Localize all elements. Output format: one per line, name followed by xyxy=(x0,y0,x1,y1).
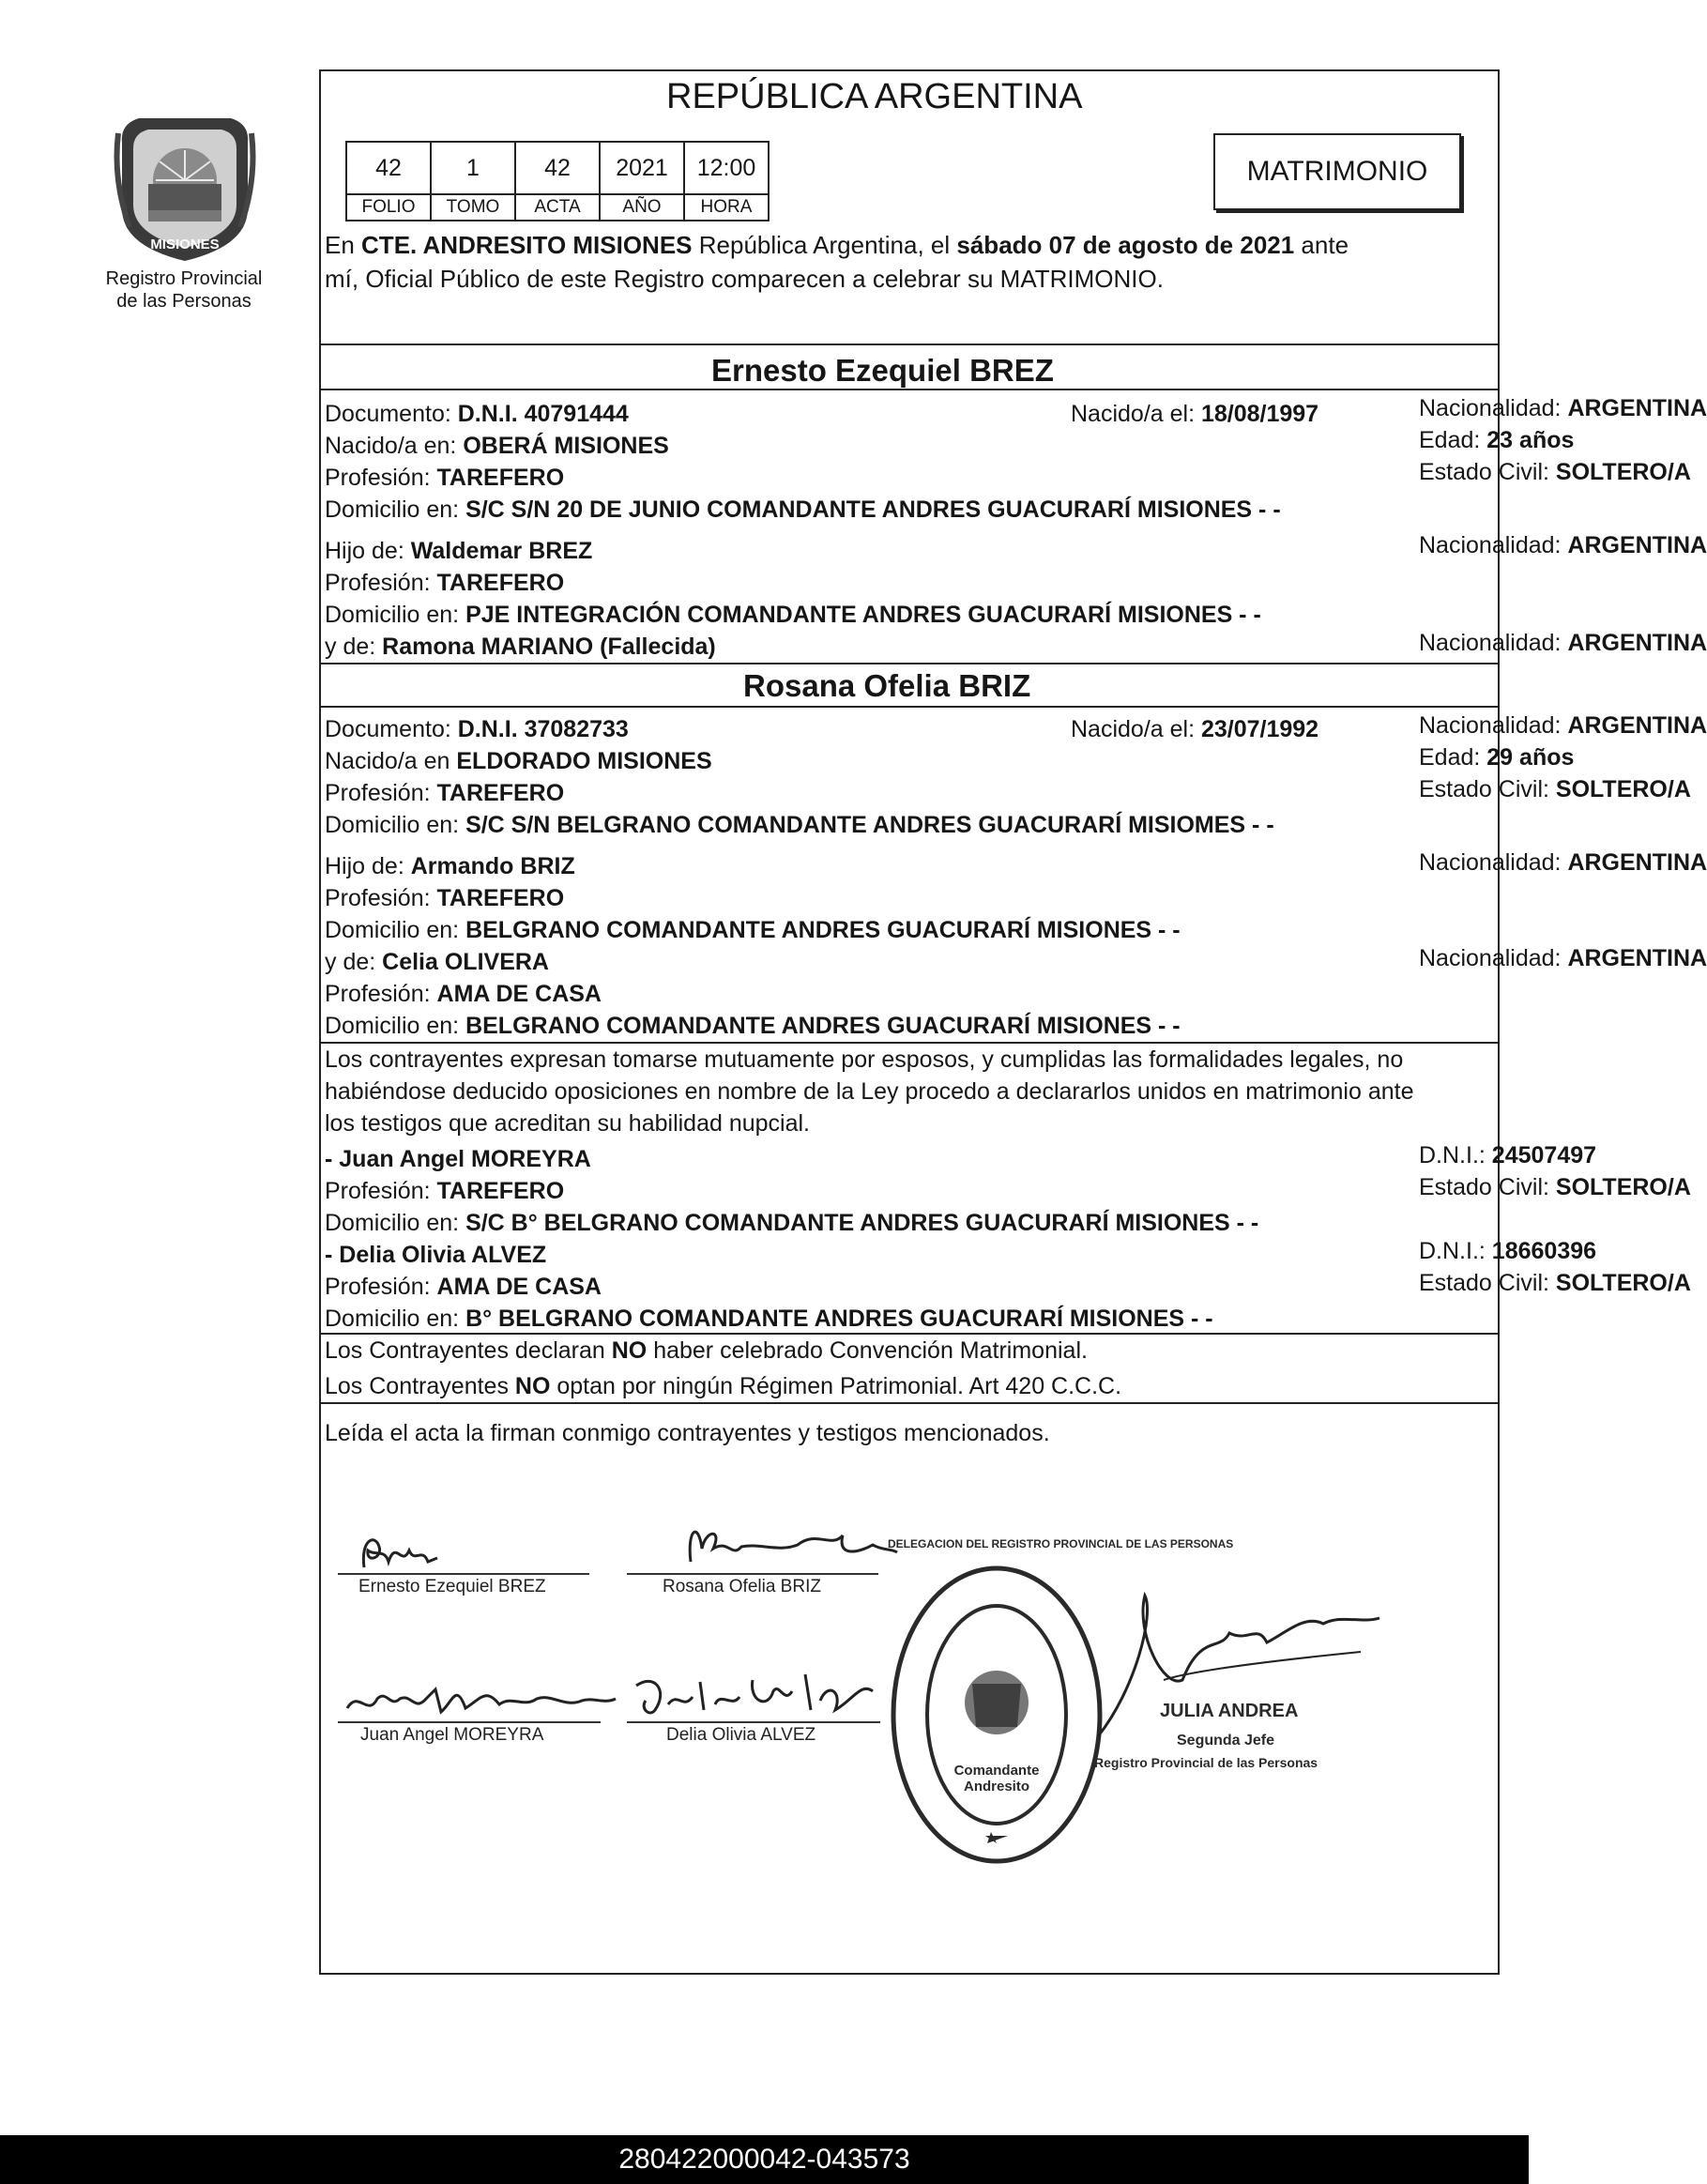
label: Profesión: xyxy=(325,981,437,1007)
witness2-address: B° BELGRANO COMANDANTE ANDRES GUACURARÍ MISIONES - - xyxy=(465,1306,1213,1332)
spouse2-address: S/C S/N BELGRANO COMANDANTE ANDRES GUACURARÍ MISIOMES - - xyxy=(465,812,1274,838)
label: Profesión: xyxy=(325,465,437,491)
intro-line2: mí, Oficial Público de este Registro comparecen a celebrar su MATRIMONIO. xyxy=(325,265,1164,293)
spouse1-address: S/C S/N 20 DE JUNIO COMANDANTE ANDRES GUACURARÍ MISIONES - - xyxy=(465,496,1281,523)
label: Hijo de: xyxy=(325,538,411,564)
spouse1-nationality: ARGENTINA xyxy=(1567,395,1707,421)
label: Domicilio en: xyxy=(325,1306,466,1332)
spouse1-father: Waldemar BREZ xyxy=(410,538,593,564)
spouse2-mother-nationality: ARGENTINA xyxy=(1567,945,1707,971)
label: Hijo de: xyxy=(325,853,411,879)
note-text: optan por ningún Régimen Patrimonial. Art 420 C.C.C. xyxy=(550,1373,1122,1399)
divider xyxy=(321,1042,1498,1044)
spouse1-birthdate: 18/08/1997 xyxy=(1200,401,1319,427)
official-title: Segunda Jefe xyxy=(1177,1733,1275,1749)
label: Domicilio en: xyxy=(325,812,466,838)
spouse1-father-profession-row xyxy=(325,569,1503,597)
logo-caption-line1: Registro Provincial xyxy=(105,268,263,289)
witness2-dni: 18660396 xyxy=(1491,1238,1597,1264)
signature-alvez xyxy=(627,1663,880,1729)
spouse2-mother-profession: AMA DE CASA xyxy=(436,981,602,1007)
intro-text-a: En xyxy=(325,231,362,259)
official-name: JULIA ANDREA xyxy=(1160,1701,1299,1721)
spouse2-name: Rosana Ofelia BRIZ xyxy=(743,668,1031,703)
label: Nacido/a en xyxy=(325,748,457,774)
intro-place: CTE. ANDRESITO MISIONES xyxy=(361,231,693,259)
declaration-line2: habiéndose deducido oposiciones en nombre de la Ley procedo a declararlos unidos en matrimonio ante xyxy=(325,1078,1414,1105)
witness1-address: S/C B° BELGRANO COMANDANTE ANDRES GUACURARÍ MISIONES - - xyxy=(465,1210,1259,1236)
label: Nacido/a en: xyxy=(325,433,464,459)
divider xyxy=(321,663,1498,664)
seal-bottom-text: MISIONES xyxy=(150,237,220,252)
spouse2-father-address: BELGRANO COMANDANTE ANDRES GUACURARÍ MISIONES - - xyxy=(465,917,1181,943)
witness1-civil-status: SOLTERO/A xyxy=(1555,1174,1691,1200)
signature-name-3: Juan Angel MOREYRA xyxy=(360,1725,544,1745)
signature-moreyra xyxy=(340,1671,621,1727)
spouse2-birthplace-row xyxy=(325,744,1575,775)
label: Documento: xyxy=(325,401,458,427)
tomo-value: 1 xyxy=(431,142,515,194)
divider xyxy=(321,1402,1498,1404)
label: y de: xyxy=(325,949,383,975)
spouse1-mother-nationality: ARGENTINA xyxy=(1567,630,1707,656)
spouse2-mother-address: BELGRANO COMANDANTE ANDRES GUACURARÍ MISIONES - - xyxy=(465,1013,1181,1039)
spouse2-mother-address-row xyxy=(325,1012,1503,1040)
hour-value: 12:00 xyxy=(684,142,769,194)
signature-line xyxy=(627,1573,878,1575)
label: D.N.I.: xyxy=(1419,1238,1492,1264)
declaration-line3: los testigos que acreditan su habilidad nupcial. xyxy=(325,1110,811,1137)
label: Domicilio en: xyxy=(325,602,466,628)
spouse1-birthplace: OBERÁ MISIONES xyxy=(463,433,669,459)
divider xyxy=(321,706,1498,708)
spouse2-nationality: ARGENTINA xyxy=(1567,712,1707,739)
note-text: haber celebrado Convención Matrimonial. xyxy=(647,1337,1088,1364)
label: Estado Civil: xyxy=(1419,1174,1556,1200)
spouse2-birthdate: 23/07/1992 xyxy=(1200,716,1319,742)
witness1-name: - Juan Angel MOREYRA xyxy=(325,1146,591,1172)
spouse1-father-nationality: ARGENTINA xyxy=(1567,532,1707,558)
seal-top-text: PROVINCIA DE xyxy=(141,103,229,117)
spouse2-profession: TAREFERO xyxy=(436,780,565,806)
spouse2-address-row xyxy=(325,811,1503,839)
stamp-ring-text: DELEGACION DEL REGISTRO PROVINCIAL DE LAS PERSONAS xyxy=(888,1537,1234,1550)
label: Edad: xyxy=(1419,744,1487,771)
spouse2-father-address-row xyxy=(325,916,1503,944)
spouse2-father: Armando BRIZ xyxy=(410,853,575,879)
witness1-profession-row xyxy=(325,1174,1691,1205)
note-text: Los Contrayentes xyxy=(325,1373,515,1399)
official-office: Registro Provincial de las Personas xyxy=(1094,1755,1318,1770)
document-code-bar xyxy=(0,2135,1529,2184)
divider xyxy=(321,344,1498,345)
intro-line1 xyxy=(325,231,1503,259)
label: Nacionalidad: xyxy=(1419,630,1568,656)
note-convention xyxy=(325,1336,1503,1365)
label: Nacido/a el: xyxy=(1071,716,1201,742)
label: Domicilio en: xyxy=(325,496,466,523)
spouse2-mother-row xyxy=(325,945,1707,976)
witness2-profession: AMA DE CASA xyxy=(436,1274,602,1300)
label: Nacido/a el: xyxy=(1071,401,1201,427)
spouse2-father-profession: TAREFERO xyxy=(436,885,565,911)
witness1-name-row xyxy=(325,1142,1597,1173)
witness1-profession: TAREFERO xyxy=(436,1178,565,1204)
doc-type: MATRIMONIO xyxy=(1246,156,1428,187)
signature-name-2: Rosana Ofelia BRIZ xyxy=(663,1577,821,1596)
label: Nacionalidad: xyxy=(1419,532,1568,558)
spouse1-age: 23 años xyxy=(1486,427,1575,453)
spouse2-profession-row xyxy=(325,776,1691,807)
spouse2-birthplace: ELDORADO MISIONES xyxy=(456,748,712,774)
spouse1-profession-row xyxy=(325,459,1691,492)
spouse1-dni: D.N.I. 40791444 xyxy=(457,401,629,427)
spouse1-doc-row xyxy=(325,395,1707,428)
spouse1-father-row xyxy=(325,532,1707,565)
spouse1-civil-status: SOLTERO/A xyxy=(1555,459,1691,485)
label: Profesión: xyxy=(325,570,437,596)
signature-name-4: Delia Olivia ALVEZ xyxy=(666,1725,816,1745)
witness2-profession-row xyxy=(325,1270,1691,1301)
spouse1-mother: Ramona MARIANO (Fallecida) xyxy=(382,634,716,660)
divider xyxy=(321,389,1498,390)
signature-line xyxy=(338,1721,601,1723)
signature-briz xyxy=(676,1511,901,1586)
label: Domicilio en: xyxy=(325,917,466,943)
year-label: AÑO xyxy=(600,194,684,221)
witness1-address-row xyxy=(325,1209,1503,1237)
spouse1-profession: TAREFERO xyxy=(436,465,565,491)
label: Domicilio en: xyxy=(325,1013,466,1039)
doc-type-box xyxy=(1213,133,1461,210)
acta-value: 42 xyxy=(515,142,600,194)
signature-line xyxy=(627,1721,880,1723)
spouse2-mother: Celia OLIVERA xyxy=(382,949,549,975)
spouse2-dni: D.N.I. 37082733 xyxy=(457,716,629,742)
spouse1-mother-row xyxy=(325,630,1707,661)
note-regime xyxy=(325,1372,1503,1400)
signature-name-1: Ernesto Ezequiel BREZ xyxy=(358,1577,546,1596)
closing-statement: Leída el acta la firman conmigo contrayentes y testigos mencionados. xyxy=(325,1420,1050,1446)
intro-text-b: República Argentina, el xyxy=(692,231,957,259)
spouse1-father-address-row xyxy=(325,601,1503,629)
spouse1-birthplace-row xyxy=(325,427,1575,460)
hour-label: HORA xyxy=(684,194,769,221)
label: Edad: xyxy=(1419,427,1487,453)
tomo-label: TOMO xyxy=(431,194,515,221)
intro-text-c: ante xyxy=(1294,231,1349,259)
divider xyxy=(321,1333,1498,1335)
label: Nacionalidad: xyxy=(1419,712,1568,739)
logo-caption-line2: de las Personas xyxy=(116,291,251,312)
label: Nacionalidad: xyxy=(1419,945,1568,971)
spouse2-father-nationality: ARGENTINA xyxy=(1567,849,1707,876)
spouse2-doc-row xyxy=(325,712,1707,743)
page-title: REPÚBLICA ARGENTINA xyxy=(666,77,1083,116)
label: Estado Civil: xyxy=(1419,459,1556,485)
label: Profesión: xyxy=(325,1274,437,1300)
spouse2-civil-status: SOLTERO/A xyxy=(1555,776,1691,802)
witness2-name: - Delia Olivia ALVEZ xyxy=(325,1242,547,1268)
label: Profesión: xyxy=(325,780,437,806)
label: Nacionalidad: xyxy=(1419,395,1568,421)
witness2-address-row xyxy=(325,1305,1503,1333)
intro-date: sábado 07 de agosto de 2021 xyxy=(956,231,1295,259)
spouse1-name: Ernesto Ezequiel BREZ xyxy=(711,353,1054,388)
document-code: 280422000042-043573 xyxy=(618,2144,910,2175)
label: D.N.I.: xyxy=(1419,1142,1492,1168)
note-emphasis: NO xyxy=(514,1373,551,1399)
declaration-line1: Los contrayentes expresan tomarse mutuamente por esposos, y cumplidas las formalidades legales, no xyxy=(325,1046,1404,1073)
note-text: Los Contrayentes declaran xyxy=(325,1337,612,1364)
label: y de: xyxy=(325,634,383,660)
stamp-inner-text: Comandante Andresito xyxy=(953,1763,1040,1795)
spouse1-father-profession: TAREFERO xyxy=(436,570,565,596)
label: Estado Civil: xyxy=(1419,1270,1556,1296)
witness2-civil-status: SOLTERO/A xyxy=(1555,1270,1691,1296)
provincial-seal xyxy=(111,105,259,265)
witness2-name-row xyxy=(325,1238,1597,1269)
label: Domicilio en: xyxy=(325,1210,466,1236)
spouse2-age: 29 años xyxy=(1486,744,1575,771)
acta-label: ACTA xyxy=(515,194,600,221)
folio-label: FOLIO xyxy=(346,194,431,221)
spouse1-father-address: PJE INTEGRACIÓN COMANDANTE ANDRES GUACURARÍ MISIONES - - xyxy=(465,602,1261,628)
signature-line xyxy=(338,1573,589,1575)
spouse1-address-row xyxy=(325,496,1503,524)
registry-table xyxy=(345,141,770,221)
label: Estado Civil: xyxy=(1419,776,1556,802)
label: Documento: xyxy=(325,716,458,742)
label: Profesión: xyxy=(325,885,437,911)
year-value: 2021 xyxy=(600,142,684,194)
spouse2-father-row xyxy=(325,849,1707,880)
witness1-dni: 24507497 xyxy=(1491,1142,1597,1168)
folio-value: 42 xyxy=(346,142,431,194)
label: Nacionalidad: xyxy=(1419,849,1568,876)
spouse2-father-profession-row xyxy=(325,884,1503,912)
label: Profesión: xyxy=(325,1178,437,1204)
note-emphasis: NO xyxy=(611,1337,648,1364)
spouse2-mother-profession-row xyxy=(325,980,1503,1008)
